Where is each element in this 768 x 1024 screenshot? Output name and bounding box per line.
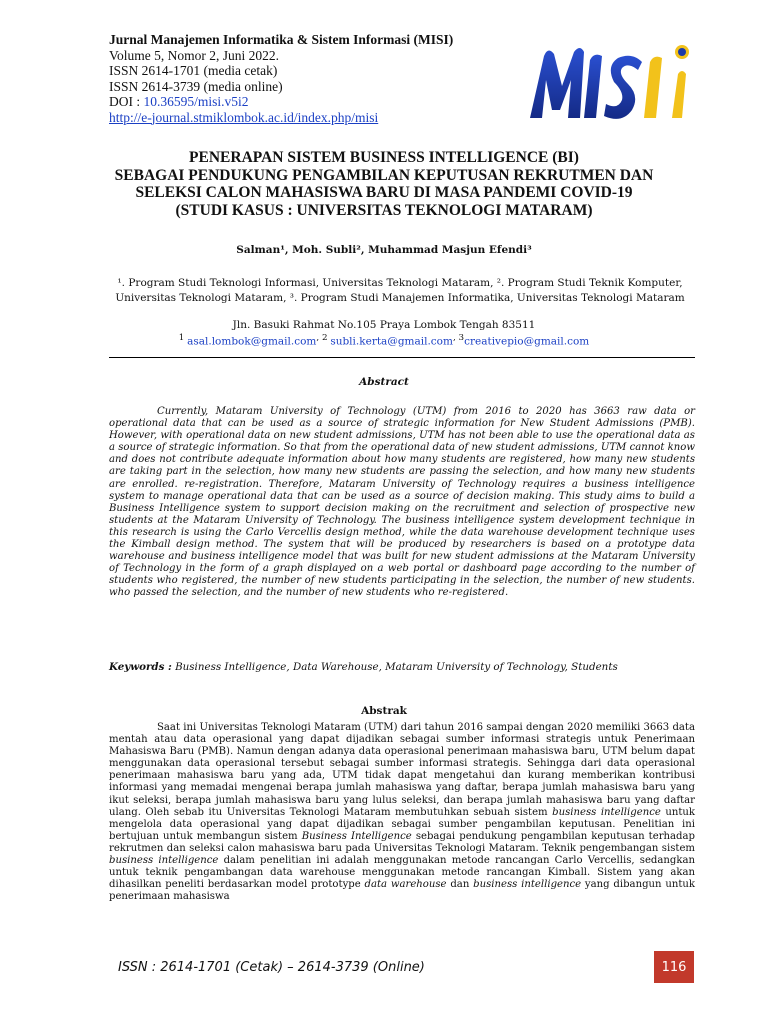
title-line-4: (STUDI KASUS : UNIVERSITAS TEKNOLOGI MATARAM) <box>175 201 593 219</box>
abstrak-italic-5: business intelligence <box>473 879 582 891</box>
abstrak-text-6: yang dibangun untuk penerimaan mahasiswa <box>109 879 696 903</box>
email-link-2[interactable]: subli.kerta@gmail.com <box>330 335 453 348</box>
abstrak-italic-2: Business Intelligence <box>301 830 412 842</box>
journal-url-link[interactable]: http://e-journal.stmiklombok.ac.id/index.php/misi <box>109 109 379 125</box>
journal-title: Jurnal Manajemen Informatika & Sistem Informasi (MISI) <box>109 32 454 47</box>
email-link-3[interactable]: creativepio@gmail.com <box>464 335 590 348</box>
abstrak-italic-3: business intelligence <box>109 855 219 867</box>
email-link-1[interactable]: asal.lombok@gmail.com <box>187 335 317 348</box>
paper-title <box>80 149 688 219</box>
journal-volume: Volume 5, Nomor 2, Juni 2022. <box>109 47 280 63</box>
affiliation-line-1: ¹. Program Studi Teknologi Informasi, Universitas Teknologi Mataram, ². Program Studi Teknik Komputer, <box>117 277 683 289</box>
author-list: Salman¹, Moh. Subli², Muhammad Masjun Efendi³ <box>236 244 532 256</box>
doi-link[interactable]: 10.36595/misi.v5i2 <box>143 94 249 109</box>
abstract-english: Currently, Mataram University of Technology (UTM) from 2016 to 2020 has 3663 raw data or operational data that can be used as a source of strategic information for New Student Admissions (PMB). However, with operational data on new student admissions, UTM has not been able to use the operational data as a source of strategic information. So that from the operational data of new student admissions, UTM cannot know and does not contribute adequate information about how many students are registered, how many new students are taking part in the selection, how many new students are passing the selection, and how many new students are enrolled. re-registration. Therefore, Mataram University of Technology requires a business intelligence system to manage operational data that can be used as a source of decision making. This study aims to build a Business Intelligence system to support decision making on the recruitment and selection of prospective new students at the Mataram University of Technology. The business intelligence system development technique in this research is using the Carlo Vercellis design method, while the data warehouse development technique uses the Kimball design method. The system that will be produced by researchers is based on a prototype data warehouse and business intelligence model that was built for new student admissions at the Mataram University of Technology in the form of a graph displayed on a web portal or dashboard page according to the number of students who registered, the number of new students participating in the selection, the number of new students. who passed the selection, and the number of new students who re-registered. <box>109 406 695 599</box>
title-line-1: PENERAPAN SISTEM BUSINESS INTELLIGENCE (BI) <box>189 149 579 166</box>
issn-online: ISSN 2614-3739 (media online) <box>109 78 283 94</box>
keywords-text: Business Intelligence, Data Warehouse, Mataram University of Technology, Students <box>171 661 618 673</box>
page-number: 116 <box>654 951 694 983</box>
abstrak-text-3: sebagai pendukung pengambilan keputusan terhadap rekrutmen dan seleksi calon mahasiswa baru pada Universitas Teknologi Mataram. Teknik pengembangan sistem <box>109 830 695 854</box>
abstract-indonesian <box>109 722 695 903</box>
doi-label: DOI : <box>109 94 141 109</box>
abstrak-text-4: dalam penelitian ini adalah menggunakan metode rancangan Carlo Vercellis, sedangkan untuk teknik pengambangan data warehouse menggunakan metode rancangan Kimball. Sistem yang akan dihasilkan peneliti berdasarkan model prototype <box>109 855 695 891</box>
email-sup-1: 1 <box>178 333 188 343</box>
abstrak-text-1: Saat ini Universitas Teknologi Mataram (UTM) dari tahun 2016 sampai dengan 2020 memiliki 3663 data mentah atau data operasional yang dapat dijadikan sebagai sumber informasi strategis untuk Penerimaan Mahasiswa Baru (PMB). Namun dengan adanya data operasional penerimaan mahasiswa baru, UTM belum dapat menggunakan data operasional tersebut sebagai sumber informasi strategis. Sehingga dari data operasional penerimaan mahasiswa baru yang ada, UTM tidak dapat mengetahui dan kurang memberikan kontribusi informasi yang memadai mengenai berapa jumlah mahasiswa yang daftar, berapa jumlah mahasiswa baru yang ikut seleksi, berapa jumlah mahasiswa baru yang lulus seleksi, dan berapa jumlah mahasiswa baru yang daftar ulang. Oleh sebab itu Universitas Teknologi Mataram membutuhkan sebuah sistem <box>109 722 695 818</box>
email-line <box>80 332 688 349</box>
issn-print: ISSN 2614-1701 (media cetak) <box>109 63 278 78</box>
journal-header <box>109 32 549 125</box>
abstrak-italic-4: data warehouse <box>364 879 447 891</box>
postal-address: Jln. Basuki Rahmat No.105 Praya Lombok Tengah 83511 <box>232 319 536 331</box>
title-line-2: SEBAGAI PENDUKUNG PENGAMBILAN KEPUTUSAN REKRUTMEN DAN <box>114 166 654 184</box>
header-divider <box>109 357 695 358</box>
title-line-3: SELEKSI CALON MAHASISWA BARU DI MASA PANDEMI COVID-19 <box>135 184 633 201</box>
abstrak-heading: Abstrak <box>361 705 407 717</box>
affiliation-line-2: Universitas Teknologi Mataram, ³. Program Studi Manajemen Informatika, Universitas Teknologi Mataram <box>115 292 685 304</box>
doi-line <box>109 94 549 110</box>
email-sup-2: , 2 <box>316 333 331 343</box>
misi-logo-icon <box>522 38 697 128</box>
keywords-label: Keywords : <box>109 661 172 673</box>
abstrak-text-5: dan <box>446 879 474 891</box>
affiliations <box>100 276 700 306</box>
abstract-heading: Abstract <box>359 376 409 388</box>
abstrak-italic-1: business intelligence <box>552 806 661 818</box>
footer-issn: ISSN : 2614-1701 (Cetak) – 2614-3739 (Online) <box>118 960 425 975</box>
address-block <box>80 319 688 349</box>
keywords <box>109 661 695 673</box>
abstrak-text-2: untuk mengelola data operasional yang dapat dijadikan sebagai sumber pengambilan keputusan. Penelitian ini bertujuan untuk membangun sistem <box>109 806 695 842</box>
email-sup-3: , 3 <box>452 333 465 343</box>
